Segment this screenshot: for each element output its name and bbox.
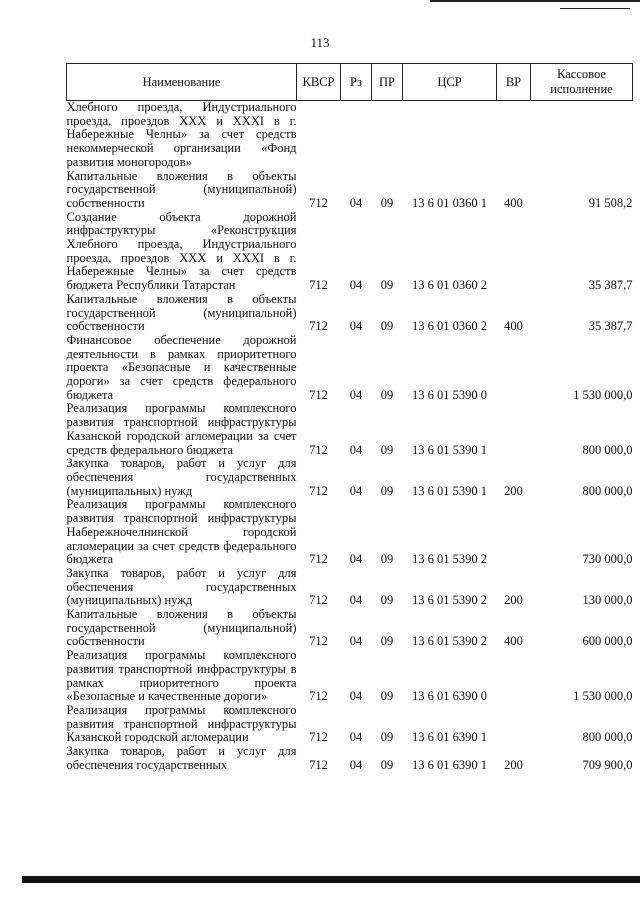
cell-kvsr: 712 [309, 689, 328, 704]
cell-kvsr: 712 [309, 634, 328, 649]
cell-vr [497, 101, 531, 170]
cell-csr: 13 6 01 5390 2 [412, 634, 487, 649]
cell-vr [497, 649, 531, 704]
table-row [67, 745, 633, 772]
table-row [67, 293, 633, 334]
cell-vr [497, 211, 531, 293]
cell-amount: 91 508,2 [588, 195, 633, 210]
scan-bottom-bar [22, 876, 640, 883]
cell-pr: 09 [380, 689, 394, 704]
table-row [67, 704, 633, 745]
table-row [67, 498, 633, 567]
table-body [67, 101, 633, 773]
header-pr: ПР [372, 64, 403, 101]
header-kvsr: КВСР [297, 64, 341, 101]
cell-rz: 04 [349, 442, 363, 457]
cell-name: Закупка товаров, работ и услуг для обеспечения государственных [66, 744, 297, 772]
cell-amount: 709 900,0 [582, 757, 633, 772]
cell-name: Хлебного проезда, Индустриального проезда, проездов XXX и XXXI в г. Набережные Челны» за счет средств некоммерческой организации «Фонд развития моногородов» [66, 100, 297, 169]
cell-name: Реализация программы комплексного развития транспортной инфраструктуры в рамках приоритетного проекта «Безопасные и качественные дороги» [66, 648, 297, 704]
cell-kvsr: 712 [309, 483, 328, 498]
cell-amount: 800 000,0 [582, 730, 633, 745]
cell-rz: 04 [349, 757, 363, 772]
cell-pr: 09 [380, 278, 394, 293]
cell-rz: 04 [349, 195, 363, 210]
cell-amount: 800 000,0 [582, 483, 633, 498]
cell-rz: 04 [349, 278, 363, 293]
cell-pr: 09 [380, 195, 394, 210]
cell-pr: 09 [380, 387, 394, 402]
cell-name: Реализация программы комплексного развития транспортной инфраструктуры Казанской городской агломерации за счет средств федерального бюджета [66, 401, 297, 457]
cell-name: Капитальные вложения в объекты государственной (муниципальной) собственности [66, 168, 297, 210]
table-row [67, 649, 633, 704]
table-row [67, 457, 633, 498]
cell-name: Реализация программы комплексного развития транспортной инфраструктуры Казанской городской агломерации [66, 702, 297, 745]
cell-vr: 400 [504, 319, 523, 334]
cell-csr: 13 6 01 5390 2 [412, 593, 487, 608]
cell-kvsr: 712 [309, 757, 328, 772]
cell-csr: 13 6 01 0360 2 [412, 319, 487, 334]
table-row [67, 101, 633, 170]
cell-vr: 200 [504, 483, 523, 498]
cell-name: Капитальные вложения в объекты государственной (муниципальной) собственности [66, 291, 297, 334]
cell-rz: 04 [349, 634, 363, 649]
cell-rz: 04 [349, 593, 363, 608]
cell-pr: 09 [380, 483, 394, 498]
cell-name: Закупка товаров, работ и услуг для обеспечения государственных (муниципальных) нужд [66, 565, 297, 608]
cell-pr: 09 [380, 442, 394, 457]
cell-vr: 400 [504, 634, 523, 649]
cell-csr: 13 6 01 0360 1 [412, 195, 487, 210]
cell-kvsr: 712 [309, 195, 328, 210]
cell-kvsr: 712 [309, 278, 328, 293]
cell-rz: 04 [349, 319, 363, 334]
table-row [67, 211, 633, 293]
cell-name: Создание объекта дорожной инфраструктуры «Реконструкция Хлебного проезда, Индустриального проезда, проездов XXX и XXXI в г. Набережные Челны» за счет средств бюджета Республики Татарстан [66, 209, 297, 293]
cell-vr: 200 [504, 593, 523, 608]
cell-amount: 35 387,7 [588, 278, 633, 293]
cell-kvsr: 712 [309, 387, 328, 402]
cell-rz: 04 [349, 387, 363, 402]
cell-rz: 04 [349, 483, 363, 498]
cell-vr [497, 402, 531, 457]
cell-pr [372, 101, 403, 170]
page-number: 113 [310, 35, 330, 50]
cell-csr: 13 6 01 0360 2 [412, 278, 487, 293]
cell-vr [497, 498, 531, 567]
cell-vr [497, 334, 531, 403]
cell-rz [341, 101, 372, 170]
header-amount: Кассовое исполнение [531, 64, 633, 101]
cell-amount: 130 000,0 [582, 593, 633, 608]
table-row [67, 608, 633, 649]
cell-rz: 04 [349, 552, 363, 567]
cell-kvsr: 712 [309, 319, 328, 334]
cell-name: Реализация программы комплексного развития транспортной инфраструктуры Набережночелнинской городской агломерации за счет средств федерального бюджета [66, 497, 297, 567]
scan-right-edge [634, 66, 640, 872]
cell-kvsr: 712 [309, 442, 328, 457]
cell-rz: 04 [349, 689, 363, 704]
cell-kvsr: 712 [309, 730, 328, 745]
cell-csr: 13 6 01 5390 2 [412, 552, 487, 567]
table-row [67, 402, 633, 457]
cell-pr: 09 [380, 593, 394, 608]
cell-pr: 09 [380, 319, 394, 334]
cell-amount: 730 000,0 [582, 552, 633, 567]
cell-amount: 35 387,7 [588, 319, 633, 334]
cell-pr: 09 [380, 757, 394, 772]
table-row [67, 567, 633, 608]
cell-name: Финансовое обеспечение дорожной деятельности в рамках приоритетного проекта «Безопасные и качественные дороги» за счет средств федерального бюджета [66, 332, 297, 402]
cell-amount [531, 101, 633, 170]
cell-vr: 400 [504, 195, 523, 210]
cell-kvsr: 712 [309, 552, 328, 567]
top-scan-rule [430, 0, 640, 2]
cell-pr: 09 [380, 634, 394, 649]
cell-kvsr: 712 [309, 593, 328, 608]
table-row [67, 170, 633, 211]
table-header-row [67, 64, 633, 101]
cell-csr: 13 6 01 6390 1 [412, 757, 487, 772]
top-scan-rule-short [560, 8, 630, 9]
cell-csr: 13 6 01 6390 0 [412, 689, 487, 704]
cell-vr [497, 704, 531, 745]
header-csr: ЦСР [403, 64, 497, 101]
header-vr: ВР [497, 64, 531, 101]
cell-name: Капитальные вложения в объекты государственной (муниципальной) собственности [66, 607, 297, 649]
cell-amount: 1 530 000,0 [573, 689, 633, 704]
cell-csr: 13 6 01 5390 0 [412, 387, 487, 402]
cell-rz: 04 [349, 730, 363, 745]
cell-csr: 13 6 01 5390 1 [412, 483, 487, 498]
cell-csr: 13 6 01 6390 1 [412, 730, 487, 745]
cell-pr: 09 [380, 730, 394, 745]
cell-amount: 800 000,0 [582, 442, 633, 457]
cell-amount: 600 000,0 [582, 634, 633, 649]
cell-name: Закупка товаров, работ и услуг для обеспечения государственных (муниципальных) нужд [66, 456, 297, 498]
budget-table [66, 63, 633, 772]
table-row [67, 334, 633, 403]
header-name: Наименование [67, 64, 297, 101]
header-rz: Рз [341, 64, 372, 101]
cell-csr: 13 6 01 5390 1 [412, 442, 487, 457]
cell-csr [403, 101, 497, 170]
cell-kvsr [297, 101, 341, 170]
cell-pr: 09 [380, 552, 394, 567]
cell-amount: 1 530 000,0 [573, 387, 633, 402]
cell-vr: 200 [504, 757, 523, 772]
